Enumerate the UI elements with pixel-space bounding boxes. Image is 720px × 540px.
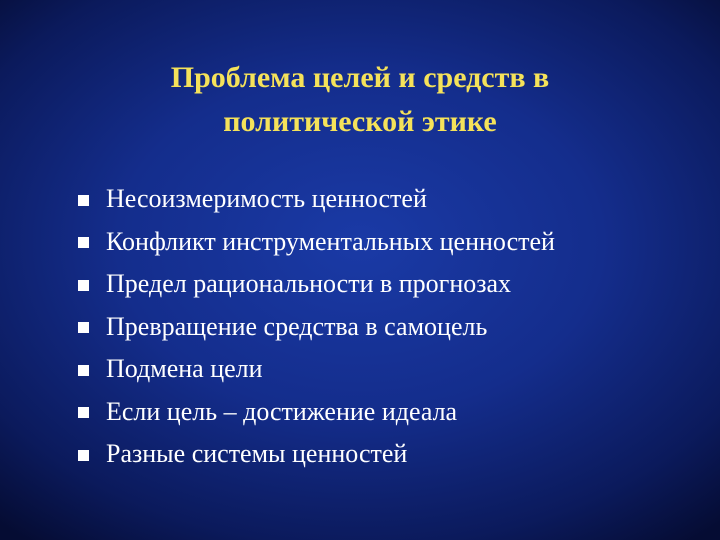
slide-title-line-2: политической этике xyxy=(223,105,497,138)
bullet-text: Несоизмеримость ценностей xyxy=(106,184,427,214)
slide-title-line-1: Проблема целей и средств в xyxy=(170,61,550,94)
bullet-text: Разные системы ценностей xyxy=(106,439,408,469)
bullet-item xyxy=(78,263,555,306)
bullet-text: Превращение средства в самоцель xyxy=(106,311,488,341)
bullet-item xyxy=(78,221,555,264)
bullet-text: Подмена цели xyxy=(106,354,263,384)
bullet-list xyxy=(78,178,555,476)
square-bullet-icon xyxy=(78,450,89,461)
bullet-item xyxy=(78,178,555,221)
bullet-text: Если цель – достижение идеала xyxy=(106,396,458,426)
slide-title xyxy=(60,56,660,144)
bullet-item xyxy=(78,306,555,349)
square-bullet-icon xyxy=(78,280,89,291)
bullet-item xyxy=(78,391,555,434)
bullet-text: Конфликт инструментальных ценностей xyxy=(106,226,555,256)
bullet-item xyxy=(78,348,555,391)
square-bullet-icon xyxy=(78,407,89,418)
bullet-item xyxy=(78,433,555,476)
bullet-text: Предел рациональности в прогнозах xyxy=(106,269,512,299)
square-bullet-icon xyxy=(78,237,89,248)
square-bullet-icon xyxy=(78,195,89,206)
square-bullet-icon xyxy=(78,365,89,376)
square-bullet-icon xyxy=(78,322,89,333)
